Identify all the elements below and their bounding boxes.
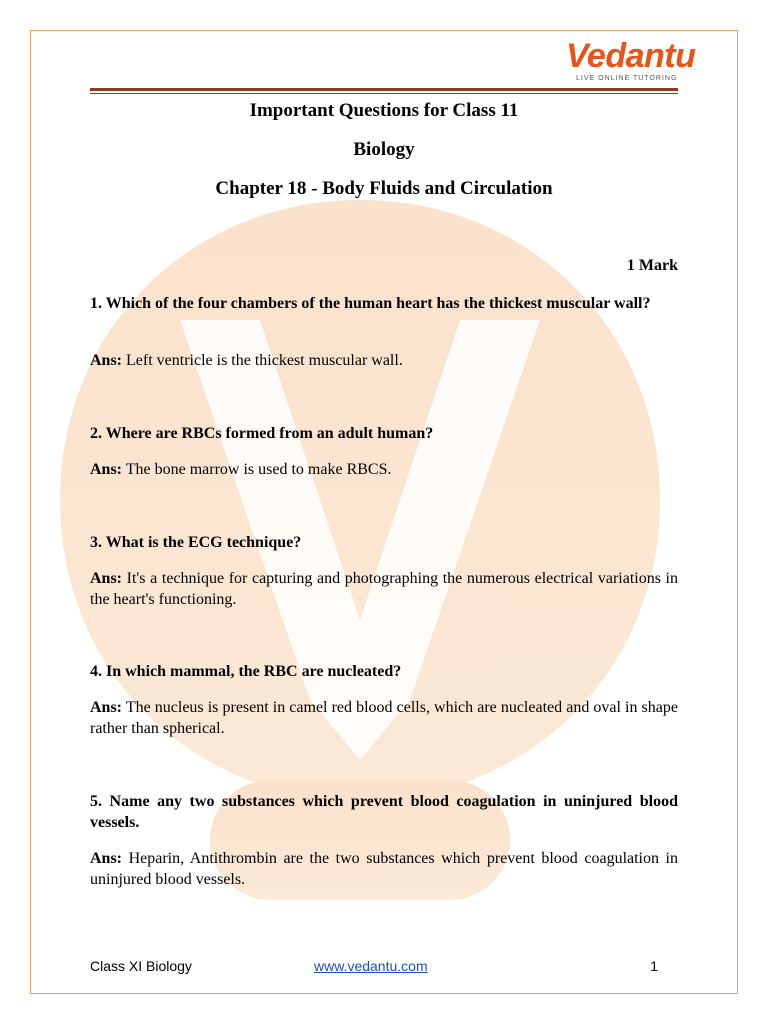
answer-4	[90, 697, 678, 739]
footer-class-label: Class XI Biology	[90, 958, 192, 974]
logo-tagline: LIVE ONLINE TUTORING	[576, 75, 678, 82]
answer-1	[90, 350, 678, 371]
question-4: 4. In which mammal, the RBC are nucleated?	[90, 663, 402, 680]
answer-label: Ans:	[90, 461, 123, 478]
doc-subject: Biology	[353, 139, 415, 160]
vedantu-logo	[566, 36, 696, 88]
answer-text: Left ventricle is the thickest muscular wall.	[126, 352, 403, 369]
answer-3	[90, 568, 678, 610]
question-2: 2. Where are RBCs formed from an adult human?	[90, 425, 434, 442]
footer-page-number: 1	[650, 958, 658, 974]
answer-label: Ans:	[90, 699, 123, 716]
answer-label: Ans:	[90, 850, 123, 867]
answer-text: Heparin, Antithrombin are the two substances which prevent blood coagulation in uninjured blood vessels.	[90, 850, 679, 888]
question-5: 5. Name any two substances which prevent blood coagulation in uninjured blood vessels.	[90, 793, 678, 831]
answer-text: It's a technique for capturing and photographing the numerous electrical variations in the heart's functioning.	[90, 570, 678, 608]
footer-website-link[interactable]: www.vedantu.com	[314, 958, 428, 974]
answer-5	[90, 848, 678, 890]
answer-label: Ans:	[90, 352, 123, 369]
answer-label: Ans:	[90, 570, 123, 587]
section-mark-label: 1 Mark	[626, 257, 678, 274]
answer-text: The nucleus is present in camel red blood cells, which are nucleated and oval in shape rather than spherical.	[90, 699, 678, 737]
question-1: 1. Which of the four chambers of the human heart has the thickest muscular wall?	[90, 295, 651, 312]
header-rule-thick	[90, 88, 678, 91]
logo-wordmark: Vedantu	[566, 37, 696, 75]
answer-2	[90, 459, 678, 480]
doc-chapter: Chapter 18 - Body Fluids and Circulation	[215, 178, 553, 199]
question-3: 3. What is the ECG technique?	[90, 534, 302, 551]
header-rule-thin	[90, 93, 678, 94]
answer-text: The bone marrow is used to make RBCS.	[125, 461, 392, 478]
doc-title: Important Questions for Class 11	[249, 100, 519, 121]
